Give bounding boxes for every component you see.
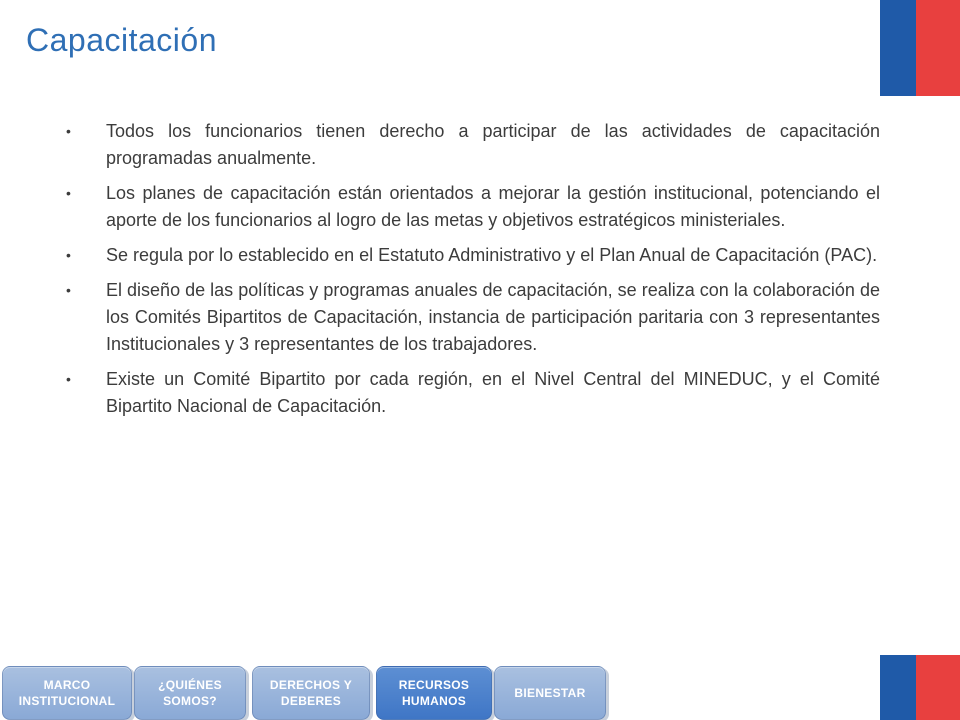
nav-label-line1: ¿QUIÉNES: [158, 678, 222, 692]
flag-stripe-blue-bottom: [880, 655, 916, 720]
page-title: Capacitación: [26, 22, 217, 58]
list-item-text: Los planes de capacitación están orientados a mejorar la gestión institucional, potenciando el aporte de los funcionarios al logro de las metas y objetivos estratégicos ministeriales.: [106, 183, 880, 230]
nav-quienes-somos-button[interactable]: [134, 666, 246, 720]
nav-label-line1: RECURSOS: [398, 678, 470, 692]
nav-marco-institucional-button[interactable]: [2, 666, 132, 720]
flag-stripe-red-top: [916, 0, 960, 96]
nav-label-line2: HUMANOS: [401, 694, 467, 708]
nav-derechos-deberes-button[interactable]: [252, 666, 370, 720]
nav-bienestar-button[interactable]: [494, 666, 606, 720]
nav-label-line1: MARCO: [43, 678, 91, 692]
nav-label-line1: BIENESTAR: [514, 686, 586, 700]
list-item: [64, 118, 880, 172]
bullet-icon: •: [66, 247, 71, 263]
flag-stripe-red-bottom: [916, 655, 960, 720]
bullet-list: [64, 118, 880, 428]
list-item: [64, 180, 880, 234]
bullet-icon: •: [66, 185, 71, 201]
list-item-text: Todos los funcionarios tienen derecho a participar de las actividades de capacitación programadas anualmente.: [106, 121, 880, 168]
nav-recursos-humanos-button[interactable]: [376, 666, 492, 720]
flag-stripe-blue-top: [880, 0, 916, 96]
list-item-text: El diseño de las políticas y programas anuales de capacitación, se realiza con la colaboración de los Comités Bipartitos de Capacitación, instancia de participación paritaria con 3 representantes Institucionales y 3 representantes de los trabajadores.: [106, 280, 880, 354]
list-item: [64, 242, 880, 269]
bottom-nav: [0, 666, 612, 720]
list-item: [64, 277, 880, 358]
bullet-icon: •: [66, 282, 71, 298]
bullet-icon: •: [66, 371, 71, 387]
list-item-text: Se regula por lo establecido en el Estatuto Administrativo y el Plan Anual de Capacitación (PAC).: [106, 245, 878, 265]
list-item: [64, 366, 880, 420]
nav-label-line2: INSTITUCIONAL: [18, 694, 116, 708]
list-item-text: Existe un Comité Bipartito por cada región, en el Nivel Central del MINEDUC, y el Comité Bipartito Nacional de Capacitación.: [106, 369, 880, 416]
nav-label-line2: SOMOS?: [163, 694, 217, 708]
nav-label-line1: DERECHOS Y: [269, 678, 353, 692]
bullet-icon: •: [66, 123, 71, 139]
nav-label-line2: DEBERES: [280, 694, 342, 708]
